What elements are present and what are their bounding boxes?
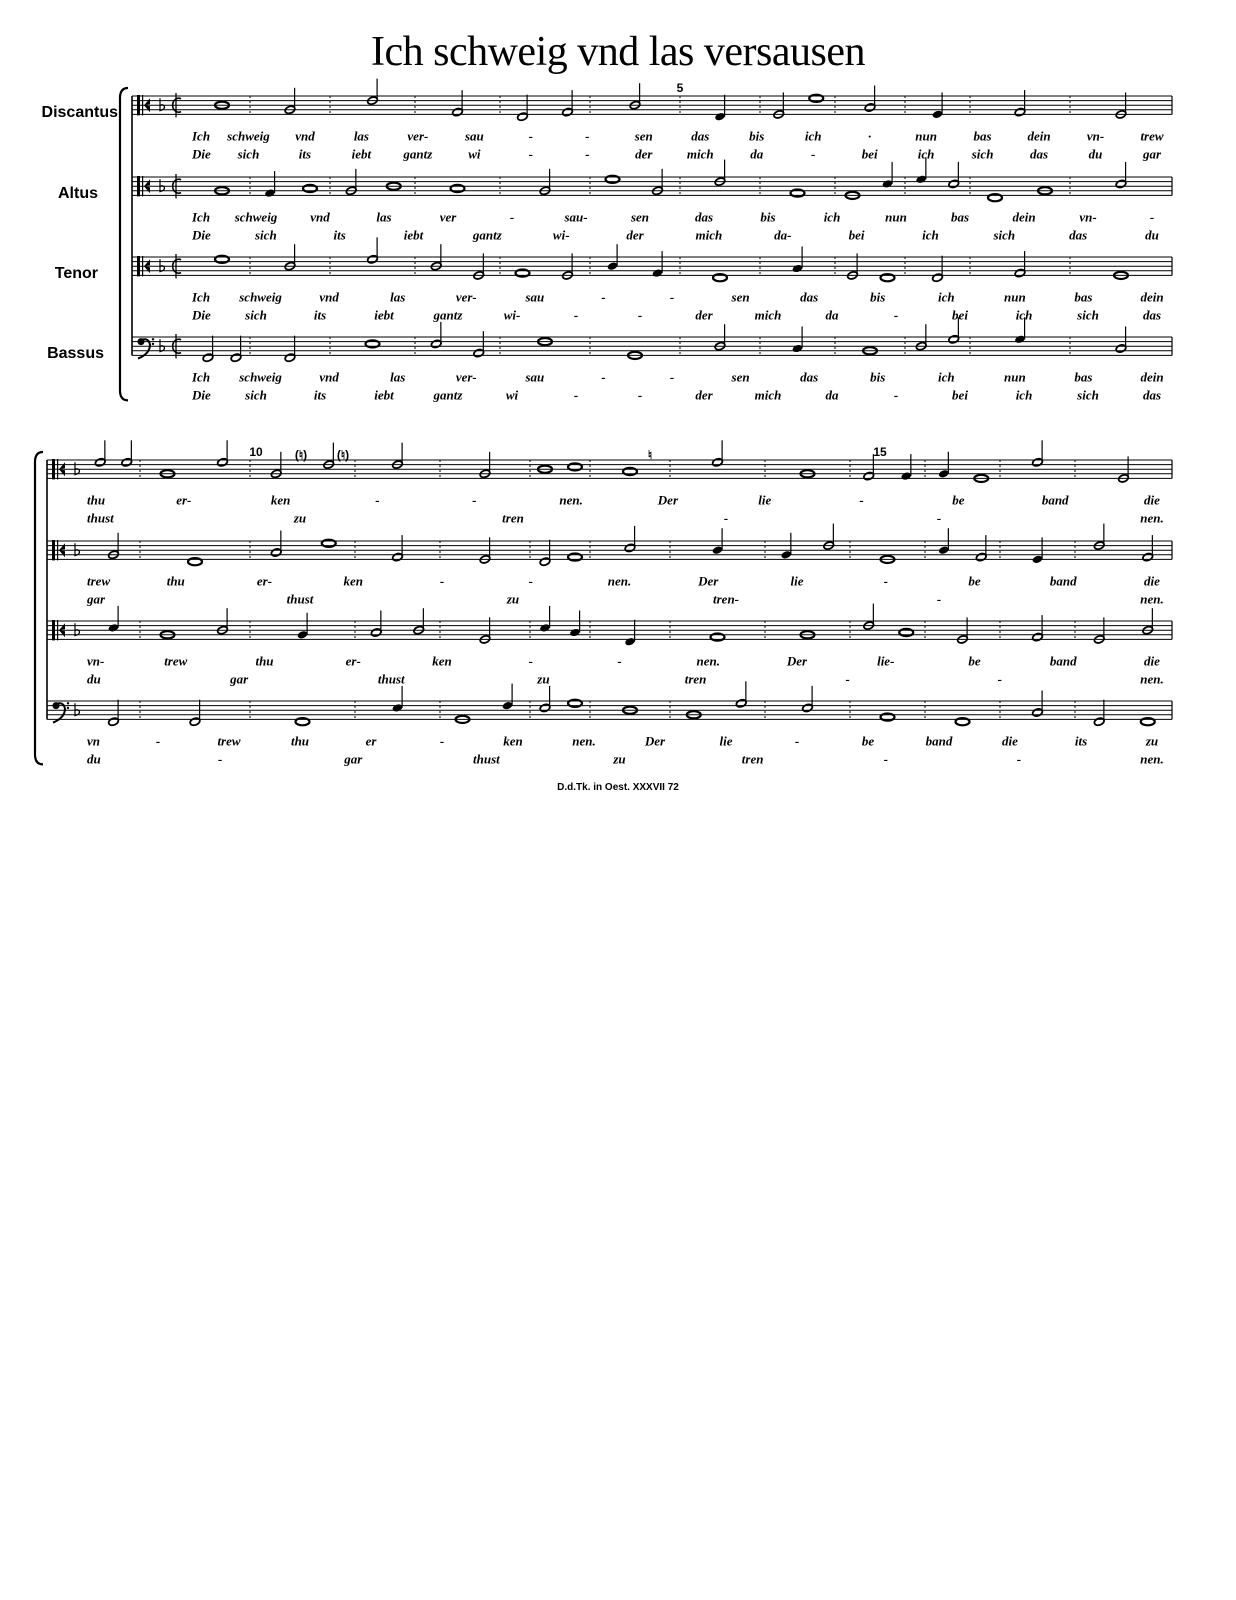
lyric-syllable: mich bbox=[686, 146, 714, 162]
lyric-syllable: Die bbox=[192, 387, 211, 403]
lyric-syllable: nun bbox=[1004, 369, 1026, 385]
lyric-syllable: nen. bbox=[559, 492, 583, 508]
whole-note bbox=[956, 718, 970, 725]
lyric-syllable: das bbox=[1030, 146, 1049, 162]
lyric-syllable: thust bbox=[87, 510, 114, 526]
lyric-syllable: er- bbox=[345, 653, 361, 669]
lyric-syllable: der bbox=[695, 307, 713, 323]
clef-f-icon bbox=[152, 343, 154, 345]
lyric-syllable: nen. bbox=[572, 733, 596, 749]
lyric-syllable: - bbox=[528, 146, 533, 162]
lyric-syllable: ver- bbox=[455, 289, 477, 305]
lyric-syllable: zu bbox=[293, 510, 307, 526]
lyric-syllable: trew bbox=[164, 653, 188, 669]
lyric-syllable: - bbox=[893, 307, 899, 323]
lyric-syllable: vn bbox=[87, 733, 100, 749]
lyric-syllable: sich bbox=[1077, 307, 1099, 323]
lyric-syllable: - bbox=[573, 307, 579, 323]
staff-2-2 bbox=[47, 524, 1172, 567]
lyric-syllable: bei bbox=[952, 307, 968, 323]
lyric-syllable: - bbox=[845, 671, 850, 687]
lyric-syllable: ich bbox=[922, 227, 939, 243]
editorial-accidental: (♮) bbox=[294, 448, 308, 462]
lyric-syllable: - bbox=[997, 671, 1003, 687]
lyric-syllable: ich bbox=[937, 289, 955, 305]
lyric-syllable: sau bbox=[525, 289, 545, 305]
lyric-syllable: wi- bbox=[552, 227, 570, 243]
whole-note bbox=[711, 634, 725, 641]
lyric-syllable: gantz bbox=[433, 387, 463, 403]
clef-f-icon bbox=[152, 338, 154, 340]
lyric-syllable: tren bbox=[502, 510, 524, 526]
lyric-syllable: bas bbox=[1074, 369, 1093, 385]
lyric-syllable: nun bbox=[1004, 289, 1026, 305]
lyric-syllable: nen. bbox=[1140, 510, 1164, 526]
lyric-syllable: gantz bbox=[472, 227, 502, 243]
lyric-syllable: bas bbox=[973, 128, 992, 144]
lyric-syllable: gantz bbox=[433, 307, 463, 323]
lyric-syllable: band bbox=[1041, 492, 1069, 508]
lyric-syllable: ver bbox=[439, 209, 457, 225]
lyric-syllable: las bbox=[390, 369, 406, 385]
whole-note bbox=[516, 270, 530, 277]
lyric-syllable: ken bbox=[432, 653, 452, 669]
lyric-syllable: Der bbox=[644, 733, 666, 749]
lyric-syllable: da bbox=[825, 307, 839, 323]
clef-c-icon bbox=[142, 95, 143, 115]
voice-label-discantus: Discantus bbox=[41, 104, 118, 121]
staff-1-3 bbox=[132, 237, 1172, 282]
clef-c-icon bbox=[142, 176, 143, 196]
lyric-syllable: du bbox=[1145, 227, 1159, 243]
lyric-syllable: ver- bbox=[455, 369, 477, 385]
lyric-syllable: gar bbox=[344, 751, 363, 767]
lyric-syllable: - bbox=[893, 387, 899, 403]
lyric-syllable: - bbox=[637, 307, 643, 323]
lyric-syllable: da- bbox=[774, 227, 792, 243]
whole-note bbox=[366, 340, 380, 347]
lyric-syllable: dein bbox=[1140, 289, 1164, 305]
lyric-syllable: gantz bbox=[403, 146, 433, 162]
lyric-syllable: da bbox=[825, 387, 839, 403]
lyric-syllable: er- bbox=[176, 492, 192, 508]
lyric-syllable: ken bbox=[503, 733, 523, 749]
clef-c-icon bbox=[57, 459, 58, 479]
lyric-syllable: its bbox=[313, 387, 327, 403]
lyric-syllable: las bbox=[353, 128, 369, 144]
lyric-syllable: - bbox=[1149, 209, 1155, 225]
lyric-syllable: - bbox=[936, 510, 942, 526]
lyric-syllable: sen bbox=[634, 128, 653, 144]
lyric-syllable: tren bbox=[741, 751, 764, 767]
lyric-syllable: las bbox=[390, 289, 406, 305]
lyric-syllable: - bbox=[375, 492, 380, 508]
lyric-syllable: du bbox=[87, 751, 101, 767]
lyric-syllable: nen. bbox=[607, 573, 632, 589]
lyric-syllable: - bbox=[859, 492, 864, 508]
lyric-syllable: sau bbox=[525, 369, 545, 385]
voice-label-tenor: Tenor bbox=[54, 265, 98, 282]
lyric-syllable: - bbox=[155, 733, 161, 749]
lyric-syllable: - bbox=[573, 387, 579, 403]
lyric-syllable: - bbox=[669, 289, 675, 305]
whole-note bbox=[322, 540, 336, 547]
staff-1-4 bbox=[132, 317, 1172, 362]
lyric-syllable: sau bbox=[464, 128, 484, 144]
lyric-syllable: nun bbox=[915, 128, 937, 144]
footer-reference: D.d.Tk. in Oest. XXXVII 72 bbox=[557, 782, 679, 793]
staff-2-3 bbox=[47, 604, 1172, 647]
page-title: Ich schweig vnd las versausen bbox=[370, 29, 865, 75]
editorial-accidental: (♮) bbox=[336, 448, 350, 462]
lyric-syllable: trew bbox=[1140, 128, 1164, 144]
system-bracket bbox=[35, 452, 43, 764]
lyric-syllable: - bbox=[585, 146, 590, 162]
lyric-syllable: Ich bbox=[192, 289, 211, 305]
lyric-syllable: its bbox=[298, 146, 312, 162]
whole-note bbox=[568, 554, 582, 561]
lyric-syllable: - bbox=[439, 573, 445, 589]
lyric-syllable: - bbox=[637, 387, 643, 403]
lyric-syllable: - bbox=[528, 573, 533, 589]
lyric-syllable: - bbox=[509, 209, 515, 225]
lyric-syllable: wi- bbox=[503, 307, 521, 323]
lyric-syllable: band bbox=[1049, 653, 1077, 669]
lyric-syllable: er- bbox=[256, 573, 273, 589]
lyric-syllable: schweig bbox=[239, 289, 282, 305]
clef-c-icon bbox=[57, 620, 58, 640]
lyric-syllable: bis bbox=[760, 209, 776, 225]
lyric-syllable: - bbox=[617, 653, 622, 669]
lyric-syllable: bei bbox=[848, 227, 865, 243]
lyric-syllable: nen. bbox=[1140, 591, 1164, 607]
lyric-syllable: ich bbox=[937, 369, 955, 385]
lyric-syllable: - bbox=[811, 146, 816, 162]
lyric-syllable: iebt bbox=[374, 387, 394, 403]
lyric-syllable: zu bbox=[537, 671, 550, 687]
lyric-syllable: Die bbox=[192, 146, 211, 162]
lyric-syllable: wi bbox=[468, 146, 481, 162]
lyric-syllable: sich bbox=[993, 227, 1016, 243]
lyric-syllable: Ich bbox=[192, 369, 211, 385]
lyric-syllable: thu bbox=[255, 653, 274, 669]
lyric-syllable: nen. bbox=[696, 653, 720, 669]
clef-c-icon bbox=[52, 540, 55, 560]
voice-label-altus: Altus bbox=[58, 185, 98, 202]
lyric-syllable: sich bbox=[1077, 387, 1099, 403]
whole-note bbox=[713, 274, 727, 281]
lyric-syllable: die bbox=[1144, 653, 1160, 669]
whole-note bbox=[188, 558, 202, 565]
lyric-syllable: Ich bbox=[192, 128, 211, 144]
lyric-syllable: - bbox=[585, 128, 590, 144]
lyric-syllable: iebt bbox=[374, 307, 394, 323]
lyric-syllable: zu bbox=[1145, 733, 1159, 749]
lyric-syllable: das bbox=[694, 209, 714, 225]
lyric-syllable: vnd bbox=[319, 369, 339, 385]
lyric-syllable: bei bbox=[861, 146, 878, 162]
staff-2-1 bbox=[47, 440, 1172, 483]
lyric-syllable: gar bbox=[1142, 146, 1162, 162]
lyric-syllable: band bbox=[1049, 573, 1077, 589]
measure-number: 10 bbox=[249, 445, 263, 459]
lyric-syllable: nen. bbox=[1140, 751, 1164, 767]
lyric-syllable: vn- bbox=[1086, 128, 1105, 144]
lyric-syllable: thu bbox=[166, 573, 185, 589]
lyric-syllable: wi bbox=[505, 387, 519, 403]
staff-2-4 bbox=[47, 681, 1172, 726]
lyric-syllable: Die bbox=[192, 227, 211, 243]
lyric-syllable: du bbox=[1088, 146, 1103, 162]
whole-note bbox=[809, 95, 823, 102]
whole-note bbox=[791, 190, 805, 197]
whole-note bbox=[568, 700, 582, 707]
lyric-syllable: sich bbox=[245, 387, 267, 403]
clef-c-icon bbox=[52, 620, 55, 640]
lyric-syllable: vnd bbox=[295, 128, 315, 144]
lyric-syllable: das bbox=[1069, 227, 1088, 243]
lyric-syllable: das bbox=[1142, 387, 1162, 403]
lyric-syllable: its bbox=[333, 227, 346, 243]
lyric-syllable: - bbox=[528, 128, 533, 144]
lyric-syllable: nun bbox=[885, 209, 907, 225]
lyric-syllable: die bbox=[1002, 733, 1018, 749]
lyric-syllable: bis bbox=[749, 128, 765, 144]
lyric-syllable: vn- bbox=[87, 653, 105, 669]
clef-f-icon bbox=[67, 707, 69, 709]
lyric-syllable: iebt bbox=[403, 227, 424, 243]
lyric-syllable: lie bbox=[719, 733, 733, 749]
staff-1-2 bbox=[132, 157, 1172, 201]
system-bracket bbox=[120, 88, 128, 400]
lyric-syllable: - bbox=[528, 653, 533, 669]
whole-note bbox=[881, 714, 895, 721]
lyric-syllable: - bbox=[1016, 751, 1022, 767]
lyric-syllable: Der bbox=[786, 653, 808, 669]
lyric-syllable: sich bbox=[971, 146, 994, 162]
whole-note bbox=[451, 185, 465, 192]
lyric-syllable: du bbox=[87, 671, 101, 687]
clef-c-icon bbox=[57, 540, 58, 560]
whole-note bbox=[568, 463, 582, 470]
whole-note bbox=[881, 274, 895, 281]
editorial-accidental: ♮ bbox=[647, 448, 653, 462]
lyric-syllable: - bbox=[439, 733, 445, 749]
lyric-syllable: Ich bbox=[192, 209, 211, 225]
lyric-syllable: ich bbox=[1015, 387, 1033, 403]
lyric-syllable: ken bbox=[270, 492, 291, 508]
lyric-syllable: ich bbox=[1015, 307, 1033, 323]
lyric-syllable: der bbox=[626, 227, 644, 243]
lyric-syllable: lie- bbox=[877, 653, 895, 669]
lyric-syllable: bas bbox=[950, 209, 970, 225]
lyric-syllable: - bbox=[794, 733, 800, 749]
lyric-syllable: be bbox=[861, 733, 875, 749]
lyric-syllable: thu bbox=[87, 492, 106, 508]
whole-note bbox=[623, 468, 637, 475]
lyric-syllable: dein bbox=[1012, 209, 1036, 225]
lyric-syllable: band bbox=[925, 733, 953, 749]
lyric-syllable: be bbox=[968, 653, 981, 669]
lyric-syllable: vnd bbox=[310, 209, 330, 225]
whole-note bbox=[899, 629, 913, 636]
lyric-syllable: thust bbox=[473, 751, 500, 767]
lyric-syllable: sich bbox=[245, 307, 267, 323]
lyric-syllable: thust bbox=[286, 591, 314, 607]
lyric-syllable: thu bbox=[290, 733, 310, 749]
lyric-syllable: bis bbox=[870, 289, 886, 305]
clef-c-icon bbox=[137, 95, 140, 115]
lyric-syllable: trew bbox=[87, 573, 111, 589]
lyric-syllable: bei bbox=[952, 387, 968, 403]
lyric-syllable: lie bbox=[758, 492, 772, 508]
lyric-syllable: der bbox=[635, 146, 653, 162]
lyric-syllable: Der bbox=[698, 573, 719, 589]
whole-note bbox=[988, 194, 1002, 201]
lyric-syllable: schweig bbox=[227, 128, 270, 144]
lyric-syllable: ich bbox=[804, 128, 822, 144]
lyric-syllable: sen bbox=[731, 369, 750, 385]
lyric-syllable: be bbox=[952, 492, 965, 508]
lyric-syllable: ich bbox=[917, 146, 935, 162]
lyric-syllable: das bbox=[1142, 307, 1162, 323]
lyric-syllable: der bbox=[695, 387, 713, 403]
clef-c-icon bbox=[52, 459, 55, 479]
lyric-syllable: bas bbox=[1074, 289, 1093, 305]
lyric-syllable: · bbox=[868, 128, 872, 144]
lyric-syllable: die bbox=[1144, 492, 1160, 508]
lyric-syllable: - bbox=[217, 751, 223, 767]
lyric-syllable: bis bbox=[870, 369, 886, 385]
whole-note bbox=[606, 176, 620, 183]
clef-c-icon bbox=[137, 176, 140, 196]
clef-c-icon bbox=[142, 256, 143, 276]
lyric-syllable: mich bbox=[754, 387, 782, 403]
lyric-syllable: das bbox=[800, 369, 819, 385]
lyric-syllable: zu bbox=[613, 751, 626, 767]
lyric-syllable: dein bbox=[1140, 369, 1164, 385]
lyric-syllable: sich bbox=[255, 227, 277, 243]
lyric-syllable: gar bbox=[87, 591, 106, 607]
lyric-syllable: ver- bbox=[407, 128, 429, 144]
staff-1-1 bbox=[132, 79, 1172, 122]
clef-f-icon bbox=[67, 702, 69, 704]
lyric-syllable: dein bbox=[1027, 128, 1051, 144]
lyric-syllable: lie bbox=[790, 573, 804, 589]
whole-note bbox=[303, 185, 317, 192]
lyric-syllable: sich bbox=[237, 146, 260, 162]
measure-number: 15 bbox=[873, 445, 887, 459]
lyric-syllable: mich bbox=[695, 227, 723, 243]
lyric-syllable: gar bbox=[230, 671, 249, 687]
lyric-syllable: - bbox=[601, 289, 606, 305]
lyric-syllable: - bbox=[472, 492, 477, 508]
lyric-syllable: zu bbox=[506, 591, 520, 607]
lyric-syllable: - bbox=[723, 510, 729, 526]
lyric-syllable: las bbox=[376, 209, 392, 225]
lyric-syllable: die bbox=[1144, 573, 1160, 589]
lyric-syllable: - bbox=[601, 369, 606, 385]
whole-note bbox=[215, 256, 229, 263]
lyric-syllable: schweig bbox=[239, 369, 282, 385]
lyric-syllable: sen bbox=[731, 289, 750, 305]
lyric-syllable: - bbox=[883, 751, 888, 767]
lyric-syllable: trew bbox=[217, 733, 241, 749]
lyric-syllable: Die bbox=[192, 307, 211, 323]
lyric-syllable: its bbox=[313, 307, 327, 323]
lyric-syllable: vnd bbox=[319, 289, 339, 305]
lyric-syllable: tren bbox=[684, 671, 707, 687]
lyric-syllable: sau- bbox=[564, 209, 588, 225]
clef-c-icon bbox=[137, 256, 140, 276]
whole-note bbox=[296, 718, 310, 725]
lyric-syllable: vn- bbox=[1079, 209, 1097, 225]
whole-note bbox=[1141, 718, 1155, 725]
lyric-syllable: da bbox=[750, 146, 764, 162]
lyric-syllable: er bbox=[365, 733, 377, 749]
lyric-syllable: das bbox=[800, 289, 819, 305]
lyric-syllable: mich bbox=[754, 307, 782, 323]
lyric-syllable: schweig bbox=[234, 209, 278, 225]
lyric-syllable: ken bbox=[343, 573, 363, 589]
lyric-syllable: Der bbox=[657, 492, 679, 508]
lyric-syllable: ich bbox=[823, 209, 841, 225]
lyric-syllable: sen bbox=[630, 209, 650, 225]
measure-number: 5 bbox=[676, 81, 684, 95]
lyric-syllable: - bbox=[936, 591, 942, 607]
lyric-syllable: - bbox=[883, 573, 888, 589]
lyric-syllable: - bbox=[669, 369, 675, 385]
lyric-syllable: nen. bbox=[1140, 671, 1164, 687]
lyric-syllable: iebt bbox=[351, 146, 372, 162]
lyric-syllable: das bbox=[691, 128, 710, 144]
lyric-syllable: its bbox=[1074, 733, 1088, 749]
voice-label-bassus: Bassus bbox=[47, 345, 104, 362]
lyric-syllable: tren- bbox=[713, 591, 739, 607]
lyric-syllable: be bbox=[968, 573, 981, 589]
lyric-syllable: thust bbox=[377, 671, 405, 687]
